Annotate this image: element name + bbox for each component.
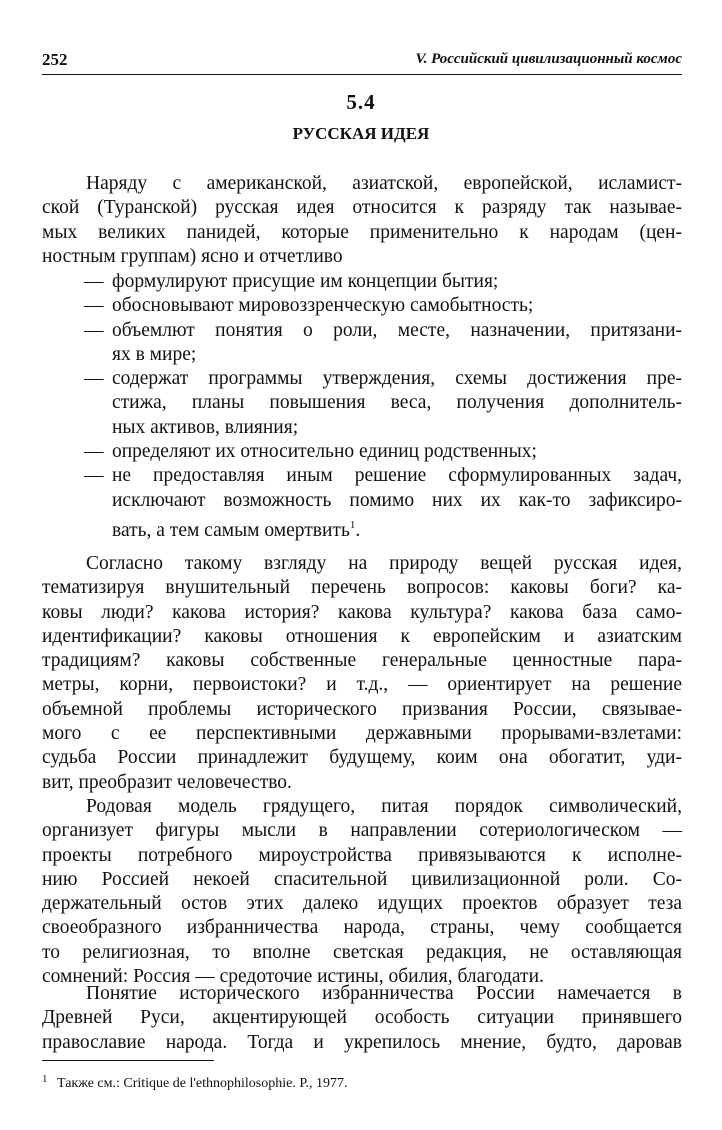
paragraph-1: [42, 552, 682, 795]
section-number: 5.4: [346, 90, 376, 114]
dash-bullet: —: [84, 441, 104, 463]
footnote-reference[interactable]: 1: [349, 518, 356, 531]
running-head: [42, 48, 682, 75]
list-item-line: стижа, планы повышения веса, получения дополнитель-: [112, 392, 682, 414]
text-line: метры, корни, первоистоки? и т.д., — ориентирует на решение: [42, 674, 682, 696]
dash-bullet: —: [84, 465, 104, 487]
text-line: ковы люди? какова история? какова культура? какова база само-: [42, 601, 682, 623]
list-item: [42, 294, 682, 318]
list-item-line: не предоставляя иным решение сформулированных задач,: [112, 465, 682, 487]
text-line: Понятие исторического избранничества России намечается в: [86, 983, 682, 1004]
text-line: ностным группам) ясно и отчетливо: [42, 245, 343, 267]
text-line: мого с ее перспективными державными прорывами-взлетами:: [42, 723, 682, 745]
text-line: Древней Руси, акцентирующей особость ситуации принявшего: [42, 1007, 682, 1029]
text-line: вит, преобразит человечество.: [42, 771, 292, 793]
text-line: то религиозная, то вполне светская редакция, не оставляющая: [42, 941, 682, 963]
characteristics-list: [42, 270, 682, 543]
list-item-line: формулируют присущие им концепции бытия;: [112, 271, 499, 292]
text-line: держательный остов этих далеко идущих проектов образует теза: [42, 893, 682, 915]
list-item-line: ях в мире;: [112, 343, 197, 365]
list-item-text: вать, а тем самым омертвить: [112, 519, 350, 541]
list-item: [42, 319, 682, 368]
text-line: проекты потребного мироустройства привязываются к исполне-: [42, 844, 682, 866]
list-item-line: обосновывают мировоззренческую самобытность;: [112, 295, 534, 317]
list-item-line: определяют их относительно единиц родственных;: [112, 441, 537, 463]
text-line: мых великих панидей, которые применительно к народам (цен-: [42, 221, 682, 243]
list-item: [42, 270, 682, 294]
text-line: своеобразного избранничества народа, страны, чему сообщается: [42, 917, 682, 939]
dash-bullet: —: [84, 368, 104, 390]
page-number: 252: [42, 50, 68, 69]
text-line: идентификации? каковы отношения к европейским и азиатским: [42, 625, 682, 647]
list-item-line: объемлют понятия о роли, месте, назначении, притязани-: [112, 319, 682, 341]
list-item-line: вать, а тем самым омертвить$^1$.: [112, 518, 361, 541]
text-line: объемной проблемы исторического призвания России, связывае-: [42, 698, 682, 720]
list-item: [42, 440, 682, 464]
text-line: организует фигуры мысли в направлении сотериологическом —: [42, 820, 682, 842]
footnote-text: Также см.: Critique de l'ethnophilosophie. P., 1977.: [57, 1076, 348, 1091]
list-item-line: исключают возможность помимо них их как-то зафиксиро-: [112, 489, 682, 511]
text-line: сомнений: Россия — средоточие истины, обилия, благодати.: [42, 966, 544, 988]
text-line: православие народа. Тогда и укрепилось мнение, будто, даровав: [42, 1031, 682, 1053]
list-item: [42, 464, 682, 543]
paragraph-3: [42, 982, 682, 1055]
text-line: традициям? каковы собственные генеральные ценностные пара-: [42, 650, 682, 672]
footnote-rule: [42, 1060, 214, 1061]
text-line: судьба России принадлежит будущему, коим она обогатит, уди-: [42, 747, 682, 769]
intro-paragraph: [42, 172, 682, 269]
dash-bullet: —: [84, 271, 104, 292]
running-title: V. Российский цивилизационный космос: [415, 51, 682, 67]
section-title: РУССКАЯ ИДЕЯ: [292, 124, 430, 143]
text-line: нию Россией некоей спасительной цивилизационной роли. Со-: [42, 868, 682, 890]
text-line: Согласно такому взгляду на природу вещей русская идея,: [86, 553, 682, 574]
text-line: Родовая модель грядущего, питая порядок символический,: [86, 796, 682, 817]
text-line: ской (Туранской) русская идея относится к разряду так называе-: [42, 197, 682, 219]
dash-bullet: —: [84, 319, 104, 341]
text-line: тематизируя внушительный перечень вопросов: каковы боги? ка-: [42, 577, 682, 599]
list-item-line: ных активов, влияния;: [112, 416, 299, 438]
list-item-line: содержат программы утверждения, схемы достижения пре-: [112, 368, 682, 390]
footnote-mark: 1: [42, 1073, 48, 1085]
text-line: Наряду с американской, азиатской, европейской, исламист-: [86, 173, 682, 194]
dash-bullet: —: [84, 295, 104, 317]
footnote: [42, 1073, 348, 1092]
paragraph-2: [42, 795, 682, 989]
list-item: [42, 367, 682, 440]
